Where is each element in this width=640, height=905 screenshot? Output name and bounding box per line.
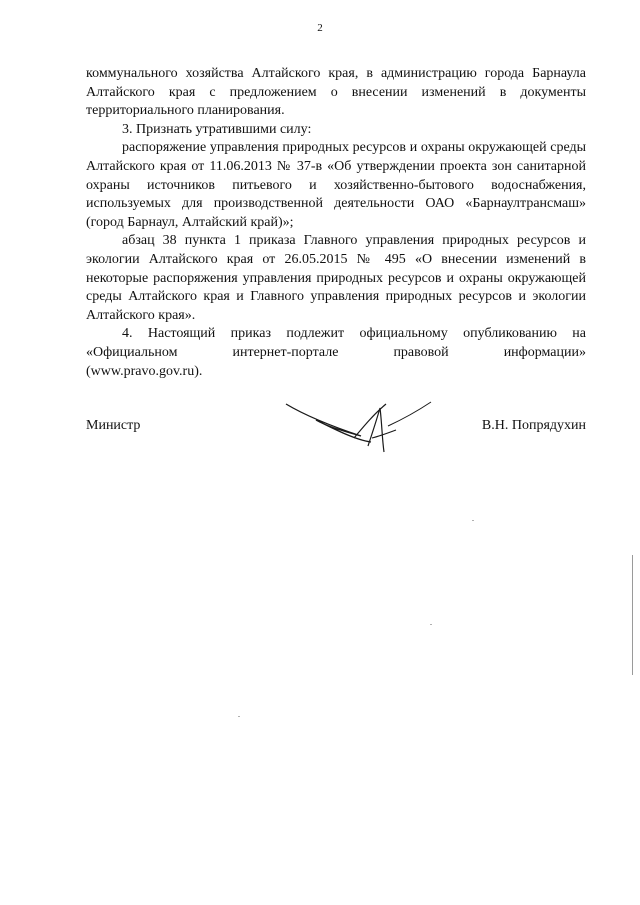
signatory-title: Министр: [86, 418, 141, 433]
scan-speck: [238, 716, 240, 717]
paragraph-item-3-heading: 3. Признать утратившими силу:: [122, 121, 312, 137]
paragraph-item-4-url: (www.pravo.gov.ru).: [86, 363, 203, 379]
paragraph-item-4: 4. Настоящий приказ подлежит официальному опубликованию на «Официальном интернет-портале правовой информации»: [86, 326, 586, 360]
scan-edge-line: [632, 555, 633, 675]
signatory-name: В.Н. Попрядухин: [481, 418, 586, 433]
paragraph-repealed-order-1: распоряжение управления природных ресурсов и охраны окружающей среды Алтайского края от 11.06.2013 № 37-в «Об утверждении проекта зон санитарной охраны источников питьевого и хозяйственно-бытового водоснабжения, используемых для производственной деятельности ОАО «Барнаултрансмаш» (город Барнаул, Алтайский край)»;: [86, 140, 586, 230]
page-number: 2: [317, 22, 323, 34]
paragraph-repealed-order-2: абзац 38 пункта 1 приказа Главного управления природных ресурсов и экологии Алтайского края от 26.05.2015 № 495 «О внесении изменений в некоторые распоряжения управления природных ресурсов и охраны окружающей среды Алтайского края и Главного управления природных ресурсов и экологии Алтайского края».: [86, 233, 586, 323]
scan-speck: [430, 624, 432, 625]
paragraph-continuation: коммунального хозяйства Алтайского края, в администрацию города Барнаула Алтайского края с предложением о внесении изменений в документы территориального планирования.: [86, 66, 586, 119]
document-body: [86, 65, 586, 381]
signature-block: [86, 414, 586, 474]
scan-speck: [472, 520, 474, 521]
handwritten-signature: [276, 396, 436, 466]
